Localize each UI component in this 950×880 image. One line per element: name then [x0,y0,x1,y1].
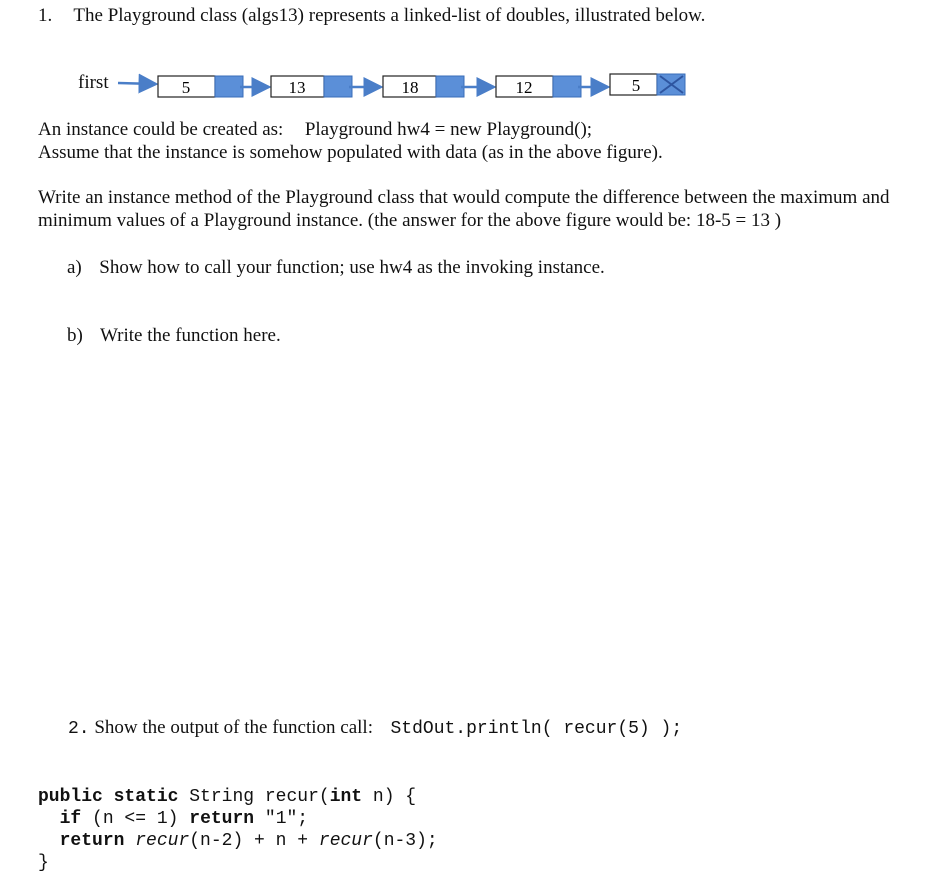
kw-return: return [189,809,255,829]
assume-line: Assume that the instance is somehow populated with data (as in the above figure). [38,142,663,163]
list-node [496,76,581,97]
code-line-2 [38,808,438,830]
sig-rest: String recur( [189,787,330,807]
ret1: "1"; [264,809,309,829]
code-block [38,786,438,874]
list-node [383,76,464,97]
q2-prompt: Show the output of the function call: [94,717,373,738]
kw-static: static [113,787,179,807]
part-a-label: a) [67,257,82,278]
q2-number: 2. [68,719,90,739]
arg2: (n-3); [372,831,438,851]
q2-call: StdOut.println( recur(5) ); [390,719,683,739]
q1-heading-line [38,4,705,28]
instance-code: Playground hw4 = new Playground(); [304,119,593,140]
cond: (n <= 1) [92,809,179,829]
list-node [158,76,243,97]
part-a [67,256,605,280]
code-line-1 [38,786,438,808]
kw-return: return [59,831,125,851]
close-brace: } [38,853,49,873]
arg1: (n-2) + n + [189,831,309,851]
node-value: 5 [181,78,191,97]
write-line-2: minimum values of a Playground instance. (the answer for the above figure would be: 18-5 = 13 ) [38,210,782,231]
node-value: 5 [631,76,641,95]
list-node [610,74,685,95]
part-b-label: b) [67,325,83,346]
code-line-4 [38,852,438,874]
q2-line [68,716,682,741]
fn2: recur [318,831,373,851]
node-value: 13 [288,78,306,97]
kw-int: int [329,787,363,807]
q1-number: 1. [38,5,53,26]
write-line-1: Write an instance method of the Playground class that would compute the difference between the maximum and [38,187,890,208]
list-node [271,76,352,97]
instance-prefix: An instance could be created as: [38,119,284,140]
fn1: recur [135,831,190,851]
part-b-text: Write the function here. [100,325,281,346]
first-pointer-arrow [118,83,156,84]
node-value: 18 [401,78,419,97]
q1-heading: The Playground class (algs13) represents a linked-list of doubles, illustrated below. [73,5,706,26]
node-value: 12 [515,78,533,97]
kw-public: public [38,787,103,807]
kw-if: if [59,809,82,829]
sig-end: n) { [372,787,417,807]
instance-line [38,118,592,142]
code-line-3 [38,830,438,852]
first-label: first [78,72,109,93]
part-a-text: Show how to call your function; use hw4 as the invoking instance. [99,257,605,278]
part-b [67,324,281,348]
